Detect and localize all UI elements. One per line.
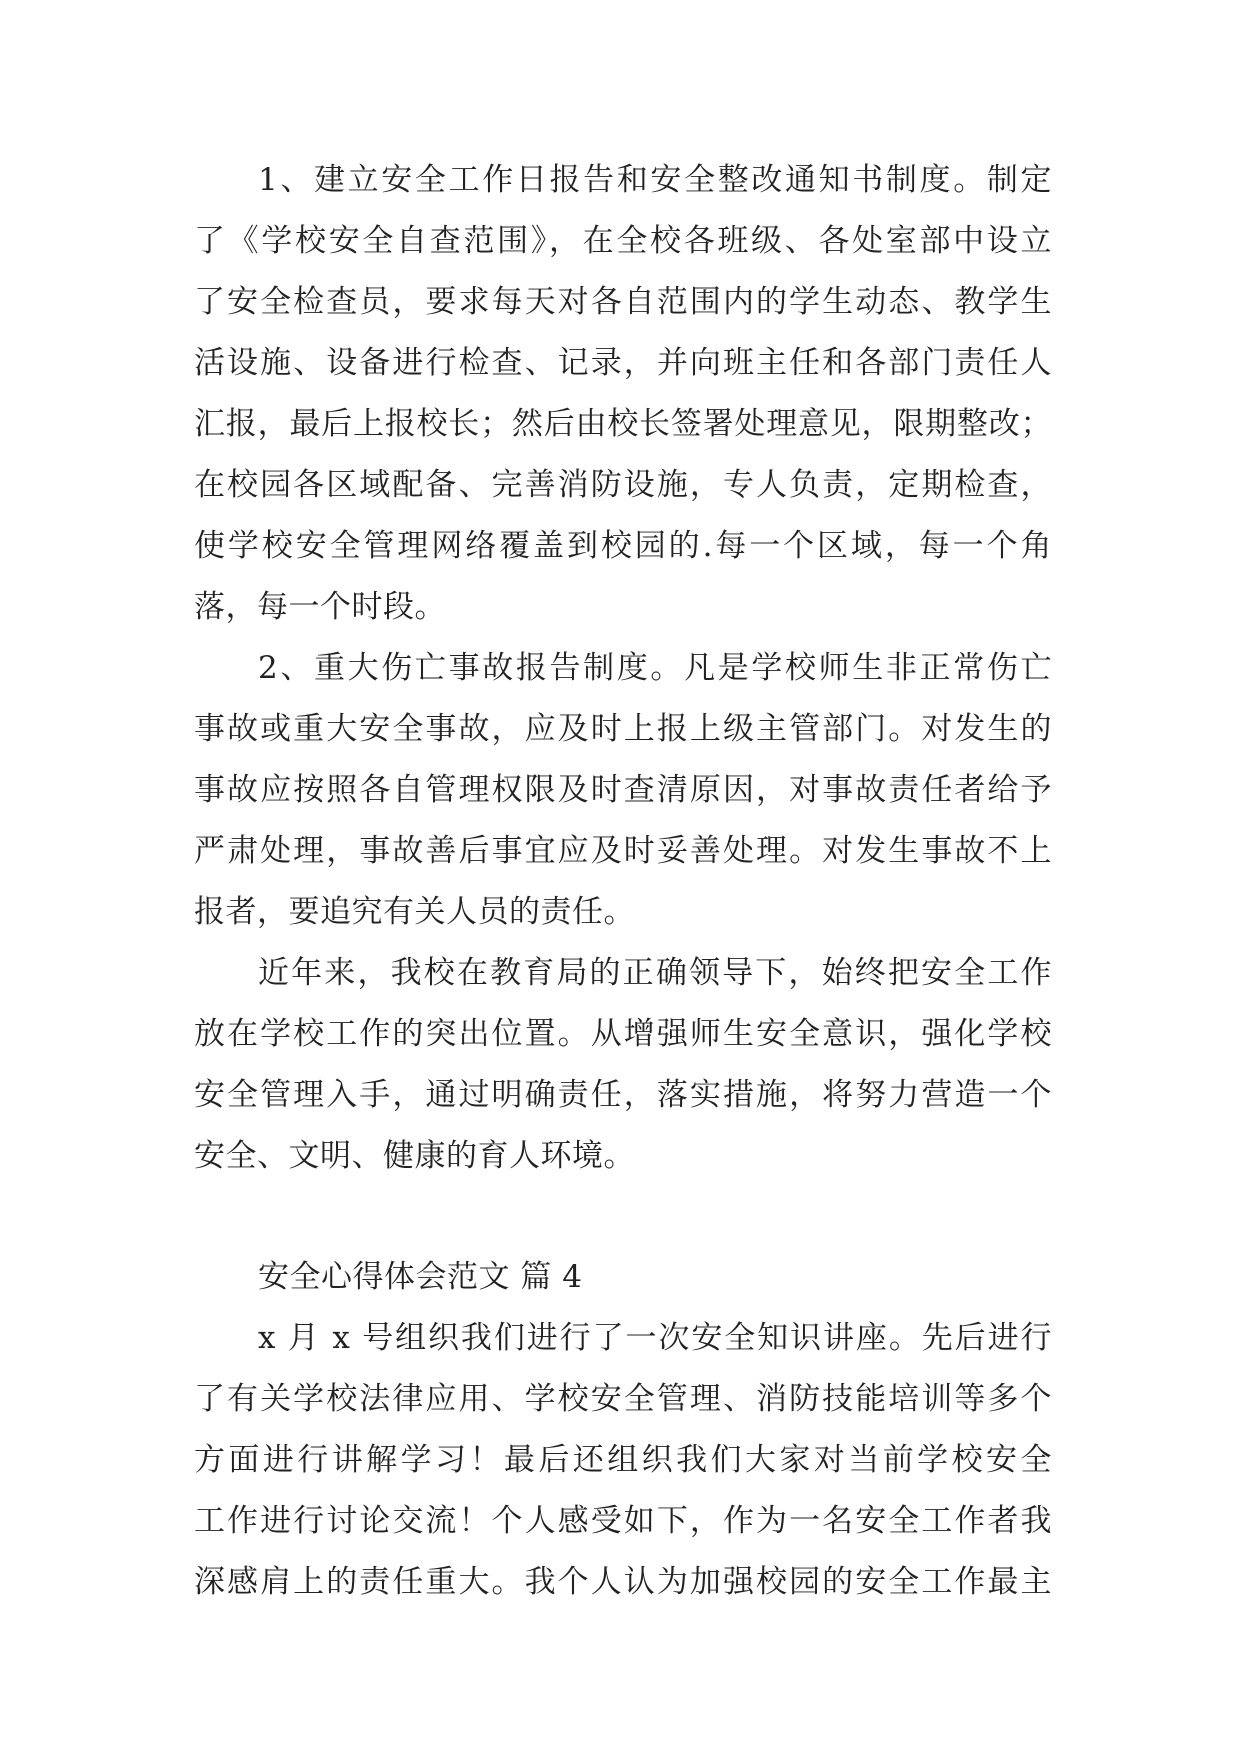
paragraph-line: 深感肩上的责任重大。我个人认为加强校园的安全工作最主: [194, 1564, 1052, 1600]
section-spacer: [194, 1187, 1052, 1247]
paragraph-line: 报者，要追究有关人员的责任。: [194, 894, 635, 930]
paragraph-line: 使学校安全管理网络覆盖到校园的.每一个区域，每一个角: [194, 528, 1052, 564]
section-heading: 安全心得体会范文 篇 4: [258, 1259, 583, 1295]
paragraph-line: 了有关学校法律应用、学校安全管理、消防技能培训等多个: [194, 1381, 1052, 1417]
paragraph-line: 了《学校安全自查范围》，在全校各班级、各处室部中设立: [194, 223, 1052, 259]
document-body: [194, 150, 1052, 1613]
paragraph-3: [194, 943, 1052, 1187]
paragraph-line: 严肃处理，事故善后事宜应及时妥善处理。对发生事故不上: [194, 833, 1052, 869]
paragraph-line: 方面进行讲解学习！最后还组织我们大家对当前学校安全: [194, 1442, 1052, 1478]
paragraph-line: 活设施、设备进行检查、记录，并向班主任和各部门责任人: [194, 345, 1052, 381]
paragraph-line: 2、重大伤亡事故报告制度。凡是学校师生非正常伤亡: [258, 650, 1052, 686]
paragraph-line: 安全管理入手，通过明确责任，落实措施，将努力营造一个: [194, 1077, 1052, 1113]
paragraph-line: 了安全检查员，要求每天对各自范围内的学生动态、教学生: [194, 284, 1052, 320]
paragraph-line: 近年来，我校在教育局的正确领导下，始终把安全工作: [258, 955, 1052, 991]
paragraph-line: 落，每一个时段。: [194, 589, 446, 625]
paragraph-line: x 月 x 号组织我们进行了一次安全知识讲座。先后进行: [258, 1320, 1052, 1356]
paragraph-line: 放在学校工作的突出位置。从增强师生安全意识，强化学校: [194, 1016, 1052, 1052]
paragraph-4: [194, 1308, 1052, 1613]
paragraph-line: 事故应按照各自管理权限及时查清原因，对事故责任者给予: [194, 772, 1052, 808]
paragraph-line: 事故或重大安全事故，应及时上报上级主管部门。对发生的: [194, 711, 1052, 747]
paragraph-line: 1、建立安全工作日报告和安全整改通知书制度。制定: [258, 162, 1052, 198]
paragraph-1: [194, 150, 1052, 638]
paragraph-line: 安全、文明、健康的育人环境。: [194, 1138, 635, 1174]
paragraph-line: 工作进行讨论交流！个人感受如下，作为一名安全工作者我: [194, 1503, 1052, 1539]
paragraph-2: [194, 638, 1052, 943]
paragraph-line: 在校园各区域配备、完善消防设施，专人负责，定期检查，: [194, 467, 1052, 503]
paragraph-line: 汇报，最后上报校长；然后由校长签署处理意见，限期整改；: [194, 406, 1052, 442]
